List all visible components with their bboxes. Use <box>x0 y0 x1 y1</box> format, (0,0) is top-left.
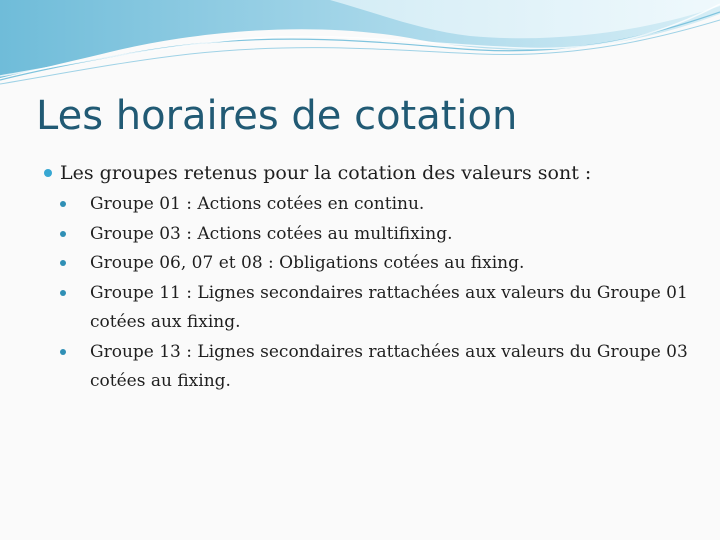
sub-bullet-text: Groupe 06, 07 et 08 : Obligations cotées au fixing. <box>90 253 525 273</box>
sub-bullet-item <box>60 190 694 220</box>
sub-bullet-text: Groupe 13 : Lignes secondaires rattachées aux valeurs du Groupe 03 cotées au fixing. <box>90 341 688 391</box>
sub-bullet-item <box>60 279 694 338</box>
sub-bullet-list <box>44 190 694 397</box>
sub-bullet-dot-icon <box>60 349 66 355</box>
slide-content <box>44 156 694 397</box>
sub-bullet-text: Groupe 03 : Actions cotées au multifixing. <box>90 223 453 244</box>
sub-bullet-text: Groupe 11 : Lignes secondaires rattachées aux valeurs du Groupe 01 cotées aux fixing. <box>90 282 688 332</box>
sub-bullet-item <box>60 220 694 250</box>
main-bullet <box>44 156 694 190</box>
main-bullet-text: Les groupes retenus pour la cotation des valeurs sont : <box>60 162 592 184</box>
sub-bullet-dot-icon <box>60 290 66 296</box>
sub-bullet-item <box>60 249 694 279</box>
sub-bullet-dot-icon <box>60 201 66 207</box>
bullet-dot-icon <box>44 169 52 177</box>
decorative-wave-banner <box>0 0 720 90</box>
sub-bullet-text: Groupe 01 : Actions cotées en continu. <box>90 194 425 214</box>
sub-bullet-dot-icon <box>60 231 66 237</box>
sub-bullet-item <box>60 338 694 397</box>
sub-bullet-dot-icon <box>60 260 66 266</box>
slide-title: Les horaires de cotation <box>36 93 518 139</box>
